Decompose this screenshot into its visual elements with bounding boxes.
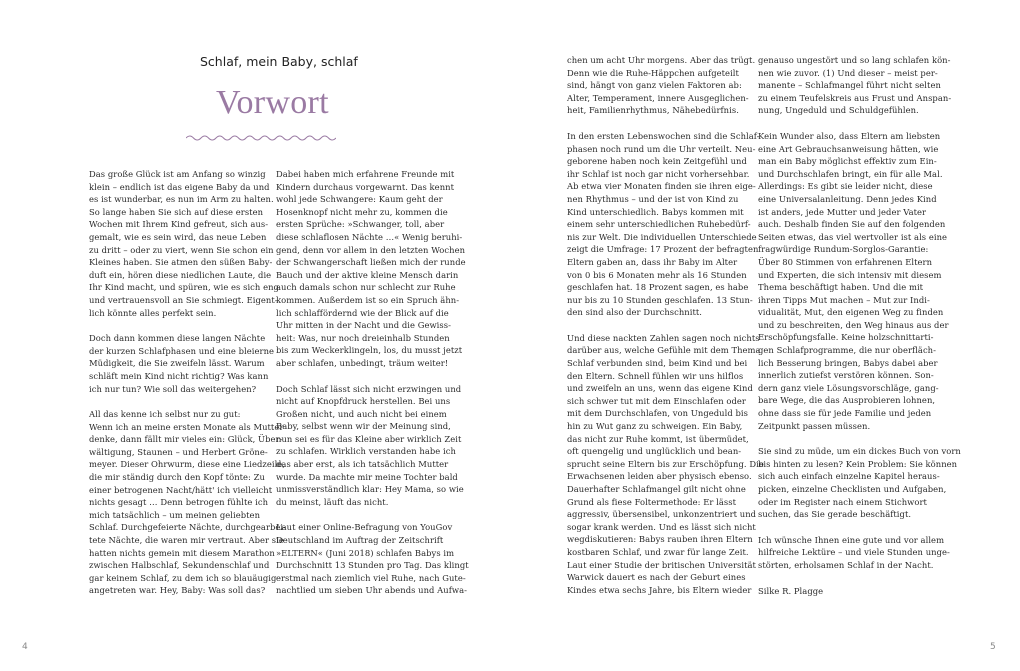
text-line: Dauerhafter Schlafmangel gilt nicht ohne: [567, 484, 746, 494]
text-line: lich Besserung bringen, Babys dabei aber: [758, 357, 938, 368]
text-line: Kleines haben. Sie atmen den süßen Baby-: [89, 257, 273, 268]
text-line: Ab etwa vier Monaten finden sie ihren eige-: [567, 181, 756, 192]
running-head: Schlaf, mein Baby, schlaf: [200, 54, 358, 69]
text-column-4: [758, 54, 961, 610]
text-line: Seiten etwas, das viel wertvoller ist als eine: [758, 231, 948, 242]
text-line: ist anders, jede Mutter und jeder Vater: [758, 206, 927, 217]
text-line: gend, denn vor allem in den letzten Wochen: [276, 244, 466, 255]
text-line: oft quengelig und unglücklich und bean-: [567, 446, 742, 457]
text-line: innerlich zutiefst verstören können. Son-: [758, 370, 934, 381]
paragraph: [276, 168, 466, 370]
text-line: gen Schlafprogramme, die nur oberfläch-: [758, 345, 937, 356]
text-line: zu einem Teufelskreis aus Frust und Anspan-: [758, 92, 952, 103]
text-line: wältigung, Staunen – und Herbert Gröne-: [89, 446, 268, 457]
text-line: In den ersten Lebenswochen sind die Schlaf-: [567, 130, 760, 141]
text-line: sprucht seine Eltern bis zur Erschöpfung. Die: [567, 458, 764, 469]
text-line: störten, erholsamen Schlaf in der Nacht.: [758, 559, 934, 570]
text-line: nichts gesagt … Denn betrogen fühlte ich: [89, 497, 269, 508]
text-line: Und diese nackten Zahlen sagen noch nichts: [567, 332, 760, 343]
text-line: All das kenne ich selbst nur zu gut:: [89, 409, 241, 420]
text-line: Müdigkeit, die Sie zweifeln lässt. Warum: [89, 358, 265, 369]
text-column-3: [567, 54, 764, 609]
text-line: Hosenknopf nicht mehr zu, kommen die: [276, 206, 448, 217]
text-line: nun sei es für das Kleine aber wirklich Zeit: [276, 433, 462, 444]
text-line: Erschöpfungsfalle. Keine holzschnittarti-: [758, 332, 934, 343]
text-line: mich tatsächlich – um meinen geliebten: [89, 509, 261, 520]
text-line: Thema beschäftigt haben. Und die mit: [758, 282, 924, 293]
text-line: Zeitpunkt passen müssen.: [758, 420, 871, 431]
text-line: schläft mein Kind nicht richtig? Was kann: [89, 370, 269, 381]
text-line: gar keinem Schlaf, zu dem ich so blauäugig: [89, 572, 277, 583]
text-line: Ich wünsche Ihnen eine gute und vor allem: [758, 534, 945, 545]
text-line: tete Nächte, die waren mir vertraut. Aber sie: [89, 535, 284, 546]
text-line: Doch dann kommen diese langen Nächte: [89, 333, 266, 344]
text-line: Sie sind zu müde, um ein dickes Buch von vorn: [758, 446, 961, 457]
text-line: genauso ungestört und so lang schlafen kön-: [758, 55, 951, 65]
text-line: ich nur tun? Wie soll das weitergehen?: [89, 383, 257, 394]
text-line: zwischen Halbschlaf, Sekundenschlaf und: [89, 560, 270, 571]
text-line: Kein Wunder also, dass Eltern am liebsten: [758, 130, 941, 141]
text-line: den sind also der Durchschnitt.: [567, 307, 703, 318]
text-line: wegdiskutieren: Babys rauben ihren Eltern: [567, 534, 753, 545]
text-line: Kindes etwa sechs Jahre, bis Eltern wieder: [567, 584, 752, 595]
text-line: mit dem Durchschlafen, von Ungeduld bis: [567, 408, 748, 419]
text-line: So lange haben Sie sich auf diese ersten: [89, 206, 264, 217]
text-line: geschlafen hat. 18 Prozent sagen, es habe: [567, 282, 749, 293]
text-line: und Experten, die sich intensiv mit diesem: [758, 269, 942, 280]
text-line: eine Art Gebrauchsanweisung hätten, wie: [758, 143, 939, 154]
text-line: kommen. Außerdem ist so ein Spruch ähn-: [276, 294, 460, 305]
text-line: manente – Schlafmangel führt nicht selten: [758, 80, 941, 91]
text-line: Über 80 Stimmen von erfahrenen Eltern: [758, 256, 933, 267]
text-line: und Durchschlafen bringt, ein für alle Mal.: [758, 168, 943, 179]
text-line: ohne dass sie für jede Familie und jeden: [758, 408, 932, 419]
text-line: den Eltern. Schnell fühlen wir uns hilflos: [567, 370, 744, 381]
text-line: ihren Tipps Mut machen – Mut zur Indi-: [758, 294, 930, 305]
text-line: nachtlied um sieben Uhr abends und Aufwa-: [276, 585, 468, 596]
text-line: erstmal nach ziemlich viel Ruhe, nach Gute-: [276, 572, 466, 583]
paragraph: [89, 408, 287, 597]
text-line: ihr Schlaf ist noch gar nicht vorhersehbar.: [567, 168, 750, 179]
paragraph: [758, 534, 950, 572]
text-line: Ihr Kind macht, und spüren, wie es sich eng: [89, 282, 279, 293]
paragraph: [758, 585, 940, 598]
text-line: sich auch einfach einzelne Kapitel heraus-: [758, 471, 940, 482]
text-line: heit, Familienrhythmus, Nähebedürfnis.: [567, 105, 739, 116]
text-line: von 0 bis 6 Monaten mehr als 16 Stunden: [567, 269, 747, 280]
text-line: Wochen mit Ihrem Kind gefreut, sich aus-: [89, 219, 269, 230]
text-line: wohl jede Schwangere: Kaum geht der: [276, 194, 443, 205]
page-number-right: 5: [990, 642, 996, 652]
text-line: Laut einer Online-Befragung von YouGov: [276, 522, 453, 533]
text-line: Kind unterschiedlich. Babys kommen mit: [567, 206, 744, 217]
text-line: »ELTERN« (Juni 2018) schlafen Babys im: [276, 547, 455, 558]
text-line: Bauch und der aktive kleine Mensch darin: [276, 269, 459, 280]
text-line: dern ganz viele Lösungsvorschläge, gang-: [758, 382, 939, 393]
text-line: man ein Baby möglichst effektiv zum Ein-: [758, 156, 937, 167]
text-line: Alter, Temperament, innere Ausgeglichen-: [567, 92, 749, 103]
text-line: picken, einzelne Checklisten und Aufgaben,: [758, 484, 947, 494]
text-line: Uhr mitten in der Nacht und die Gewiss-: [276, 320, 451, 331]
text-line: und vertrauensvoll an Sie schmiegt. Eigent-: [89, 294, 278, 305]
text-line: Schlaf verbunden sind, beim Kind und bei: [567, 358, 748, 369]
wave-ornament-icon: [186, 134, 336, 142]
text-line: gemalt, wie es sein wird, das neue Leben: [89, 231, 267, 242]
text-column-1: [89, 168, 287, 610]
text-column-2: [276, 168, 469, 610]
page-number-left: 4: [22, 642, 28, 652]
text-line: geborene haben noch kein Zeitgefühl und: [567, 156, 747, 167]
text-line: diese schlaflosen Nächte …« Wenig beruhi-: [276, 231, 463, 242]
paragraph: [567, 332, 764, 596]
text-line: einer betrogenen Nacht/hätt' ich vielleicht: [89, 484, 273, 495]
text-line: lich schlaffördernd wie der Blick auf die: [276, 307, 449, 318]
text-line: einem sehr unterschiedlichen Ruhebedürf-: [567, 219, 751, 230]
text-line: Warwick dauert es nach der Geburt eines: [567, 572, 746, 583]
paragraph: [89, 168, 279, 319]
text-line: nicht auf Knopfdruck herstellen. Bei uns: [276, 396, 451, 407]
text-line: nen wie zuvor. (1) Und dieser – meist per-: [758, 67, 938, 78]
paragraph: [567, 54, 756, 117]
text-line: phasen noch rund um die Uhr verteilt. Neu-: [567, 143, 756, 154]
paragraph: [758, 54, 952, 117]
text-line: das aber erst, als ich tatsächlich Mutter: [276, 459, 449, 470]
text-line: meyer. Dieser Ohrwurm, diese eine Liedzeile,: [89, 459, 286, 470]
text-line: vidualität, Mut, den eigenen Weg zu finden: [758, 307, 944, 318]
text-line: sogar krank werden. Und es lässt sich nicht: [567, 521, 756, 532]
text-line: das nicht zur Ruhe kommt, ist übermüdet,: [567, 433, 749, 444]
text-line: Grund als fiese Foltermethode: Er lässt: [567, 496, 737, 507]
text-line: bis zum Weckerklingeln, los, du musst jetzt: [276, 345, 463, 356]
text-line: Baby, selbst wenn wir der Meinung sind,: [276, 421, 451, 432]
text-line: Kindern durchaus vorgewarnt. Das kennt: [276, 181, 454, 192]
text-line: Deutschland im Auftrag der Zeitschrift: [276, 535, 444, 546]
text-line: unmissverständlich klar: Hey Mama, so wie: [276, 484, 464, 495]
text-line: wurde. Da machte mir meine Tochter bald: [276, 471, 458, 482]
text-line: Dabei haben mich erfahrene Freunde mit: [276, 169, 455, 179]
text-line: und zweifeln an uns, wenn das eigene Kind: [567, 383, 753, 394]
text-line: oder im Register nach einem Stichwort: [758, 496, 927, 507]
text-line: die mir ständig durch den Kopf tönte: Zu: [89, 472, 265, 483]
text-line: nung, Ungeduld und Schuldgefühlen.: [758, 105, 919, 116]
text-line: Doch Schlaf lässt sich nicht erzwingen und: [276, 383, 462, 394]
text-line: Silke R. Plagge: [758, 585, 824, 596]
text-line: Großen nicht, und auch nicht bei einem: [276, 408, 447, 419]
text-line: nur bis zu 10 Stunden geschlafen. 13 Stun-: [567, 294, 753, 305]
text-line: heit: Was, nur noch dreieinhalb Stunden: [276, 332, 450, 343]
text-line: aber schlafen, unbedingt, träum weiter!: [276, 357, 449, 368]
text-line: Wenn ich an meine ersten Monate als Mutter: [89, 421, 284, 432]
text-line: lich könnte alles perfekt sein.: [89, 307, 217, 318]
text-line: ersten Sprüche: »Schwanger, toll, aber: [276, 219, 445, 230]
text-line: bare Wege, die das Ausprobieren lohnen,: [758, 395, 936, 406]
paragraph: [276, 383, 464, 509]
text-line: Eltern gaben an, dass ihr Baby im Alter: [567, 256, 738, 267]
text-line: nis zur Welt. Die individuellen Unterschiede: [567, 231, 757, 242]
text-line: sind, hängt von ganz vielen Faktoren ab:: [567, 80, 742, 91]
text-line: hilfreiche Lektüre – und viele Stunden unge-: [758, 547, 950, 558]
text-line: eine Universalanleitung. Denn jedes Kind: [758, 193, 937, 204]
paragraph: [758, 445, 961, 521]
text-line: Das große Glück ist am Anfang so winzig: [89, 169, 266, 179]
text-line: duft ein, hören diese niedlichen Laute, die: [89, 269, 272, 280]
chapter-title: Vorwort: [216, 84, 329, 121]
text-line: suchen, das Sie gerade beschäftigt.: [758, 509, 912, 520]
text-line: auch damals schon nur schlecht zur Ruhe: [276, 282, 456, 293]
text-line: sich schwer tut mit dem Einschlafen oder: [567, 395, 746, 406]
paragraph: [567, 130, 760, 319]
text-line: angetreten war. Hey, Baby: Was soll das?: [89, 585, 266, 596]
text-line: und zu beschreiten, den Weg hinaus aus der: [758, 319, 949, 330]
paragraph: [89, 332, 275, 395]
text-line: denke, dann fällt mir vieles ein: Glück, Über-: [89, 434, 283, 445]
text-line: chen um acht Uhr morgens. Aber das trügt.: [567, 55, 756, 65]
text-line: Laut einer Studie der britischen Universität: [567, 559, 756, 570]
text-line: zu dritt – oder zu viert, wenn Sie schon ein: [89, 244, 274, 255]
text-line: Erwachsenen leiden aber physisch ebenso.: [567, 471, 752, 482]
text-line: darüber aus, welche Gefühle mit dem Thema: [567, 345, 761, 356]
text-line: es ist wunderbar, es nun im Arm zu halten.: [89, 194, 274, 205]
text-line: der kurzen Schlafphasen und eine bleierne: [89, 345, 275, 356]
text-line: du meinst, läuft das nicht.: [276, 496, 389, 507]
text-line: Denn wie die Ruhe-Häppchen aufgeteilt: [567, 67, 739, 78]
text-line: fragwürdige Rundum-Sorglos-Garantie:: [758, 244, 929, 255]
text-line: hin zu Wut ganz zu schweigen. Ein Baby,: [567, 421, 743, 432]
text-line: zu schlafen. Wirklich verstanden habe ich: [276, 446, 456, 457]
text-line: bis hinten zu lesen? Kein Problem: Sie können: [758, 458, 958, 469]
text-line: aggressiv, übersensibel, unkonzentriert und: [567, 509, 757, 520]
paragraph: [758, 130, 949, 432]
text-line: klein – endlich ist das eigene Baby da und: [89, 181, 270, 192]
text-line: Schlaf. Durchgefeierte Nächte, durchgearbei-: [89, 522, 287, 533]
text-line: nen Rhythmus – und der ist von Kind zu: [567, 193, 739, 204]
text-line: der Schwangerschaft ließen mich der runde: [276, 257, 466, 268]
text-line: hatten nichts gemein mit diesem Marathon: [89, 547, 275, 558]
text-line: kostbaren Schlaf, und zwar für lange Zeit.: [567, 546, 749, 557]
text-line: auch. Deshalb finden Sie auf den folgenden: [758, 219, 946, 230]
text-line: zeigt die Umfrage: 17 Prozent der befragten: [567, 244, 759, 255]
paragraph: [276, 521, 469, 597]
text-line: Allerdings: Es gibt sie leider nicht, diese: [758, 181, 933, 192]
text-line: Durchschnitt 13 Stunden pro Tag. Das klingt: [276, 560, 469, 571]
